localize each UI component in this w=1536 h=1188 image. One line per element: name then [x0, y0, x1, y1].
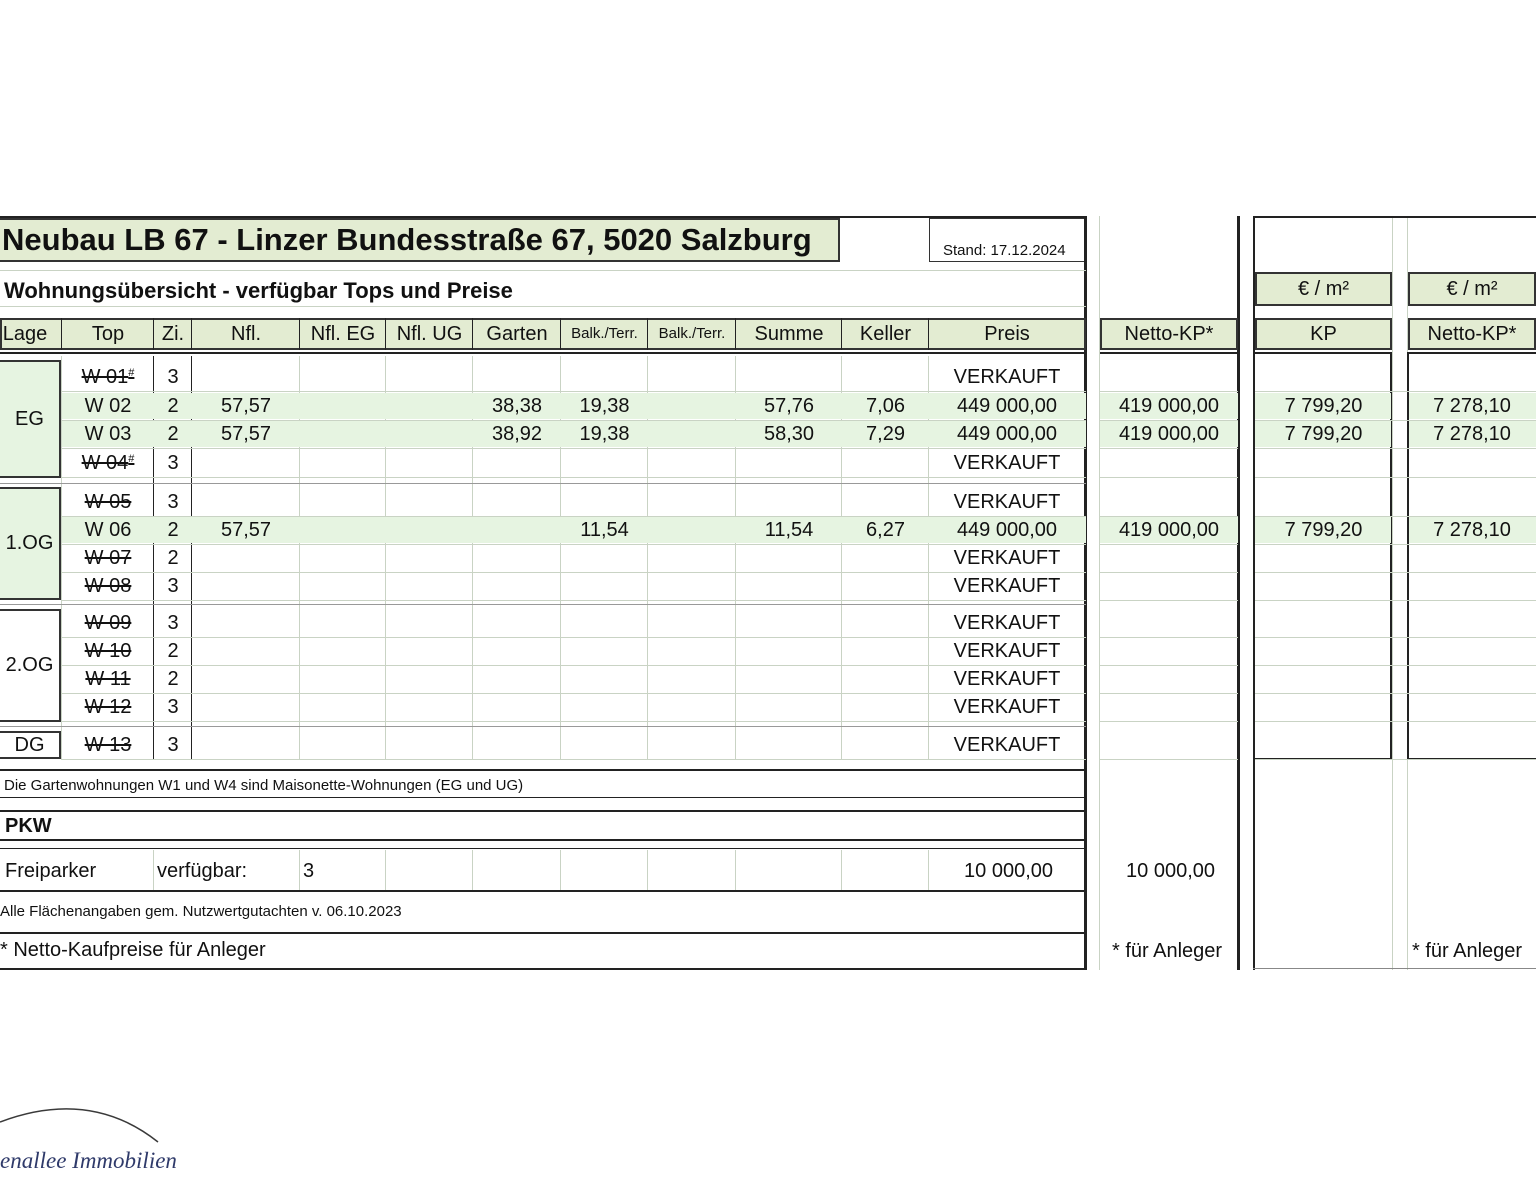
col-balk-1: Balk./Terr.: [571, 325, 638, 342]
row-separator: [1100, 759, 1238, 760]
lage-cell: [0, 609, 61, 722]
apartment-top: W 08: [84, 575, 132, 597]
col-balk-2: Balk./Terr.: [658, 325, 726, 342]
apartment-balkon: 19,38: [579, 423, 630, 445]
group-separator: [0, 604, 1086, 605]
hdiv: [191, 318, 192, 350]
footnote-mark: #: [128, 367, 135, 379]
apartment-nfl: 57,57: [220, 395, 272, 417]
lage-label: DG: [14, 733, 45, 756]
hdiv: [61, 318, 62, 350]
apartment-netto-per-m2: [1408, 364, 1536, 390]
apartment-keller: [842, 638, 929, 664]
col-top: Top: [91, 323, 125, 345]
apartment-preis: VERKAUFT: [953, 366, 1061, 388]
apartment-summe: [736, 732, 842, 758]
apartment-preis: VERKAUFT: [953, 668, 1061, 690]
apartment-netto-per-m2: [1408, 489, 1536, 515]
header-rule-netto2: [1408, 352, 1536, 354]
apartment-keller: [842, 364, 929, 390]
apartment-top: W 11: [85, 668, 131, 690]
row-separator: [1255, 448, 1536, 449]
col-zi: Zi.: [161, 323, 185, 345]
row-separator: [1255, 721, 1536, 722]
apartment-kp-per-m2: [1255, 573, 1392, 599]
apartment-netto-kp: [1100, 489, 1238, 515]
apartment-summe: 58,30: [763, 423, 815, 445]
apartment-netto-per-m2: [1408, 573, 1536, 599]
row-separator: [62, 448, 1086, 449]
lage-label: 1.OG: [5, 532, 54, 554]
grid-col: [385, 850, 386, 890]
apartment-keller: [842, 450, 929, 476]
garden-note: Die Gartenwohnungen W1 und W4 sind Maisonette-Wohnungen (EG und UG): [4, 777, 524, 794]
apartment-rooms: 3: [167, 366, 179, 388]
apartment-keller: 7,06: [866, 395, 905, 417]
border-bottom: [0, 968, 1086, 970]
apartment-netto-kp: [1100, 450, 1238, 476]
row-separator: [62, 477, 1086, 478]
apartment-garten: [473, 489, 561, 515]
apartment-rooms: 3: [167, 696, 179, 718]
apartment-garten: [473, 694, 561, 720]
apartment-top: W 12: [84, 696, 132, 718]
apartment-kp-per-m2: 7 799,20: [1284, 423, 1363, 445]
apartment-rooms: 2: [167, 640, 179, 662]
apartment-kp-per-m2: [1255, 732, 1392, 758]
apartment-netto-per-m2: [1408, 732, 1536, 758]
apartment-balkon: [561, 732, 648, 758]
row-separator: [1255, 391, 1536, 392]
apartment-keller: [842, 732, 929, 758]
apartment-top: W 07: [84, 547, 132, 569]
apartment-netto-kp: [1100, 610, 1238, 636]
apartment-preis: 449 000,00: [956, 423, 1058, 445]
hdiv: [385, 318, 386, 350]
row-separator: [62, 721, 1086, 722]
row-separator: [1100, 721, 1238, 722]
apartment-balkon: [561, 610, 648, 636]
apartment-summe: [736, 545, 842, 571]
row-separator: [62, 759, 1086, 760]
apartment-balkon: [561, 545, 648, 571]
col-garten: Garten: [486, 323, 548, 345]
hdiv: [560, 318, 561, 350]
apartment-preis: 449 000,00: [956, 395, 1058, 417]
apartment-netto-per-m2: 7 278,10: [1433, 423, 1511, 445]
flaechen-note: Alle Flächenangaben gem. Nutzwertgutachten v. 06.10.2023: [0, 903, 402, 920]
grid-sub-top: [0, 270, 1086, 271]
footnote-mark: #: [128, 453, 135, 465]
apartment-preis: VERKAUFT: [953, 491, 1061, 513]
apartment-keller: [842, 573, 929, 599]
header-rule-netto: [1100, 352, 1238, 354]
row-separator: [1100, 391, 1238, 392]
apartment-nfl: [192, 694, 300, 720]
apartment-balkon: [561, 450, 648, 476]
netto-kaufpreise-note: * Netto-Kaufpreise für Anleger: [0, 939, 266, 961]
apartment-rooms: 3: [167, 612, 179, 634]
header-rule: [0, 352, 1086, 354]
apartment-summe: [736, 666, 842, 692]
apartment-garten: [473, 364, 561, 390]
col-nfl-eg: Nfl. EG: [310, 323, 376, 345]
apartment-top: W 04#: [81, 452, 135, 474]
page-subtitle: Wohnungsübersicht - verfügbar Tops und Preise: [4, 278, 513, 303]
apartment-preis: VERKAUFT: [953, 640, 1061, 662]
apartment-kp-per-m2: 7 799,20: [1284, 395, 1363, 417]
grid-col: [153, 850, 154, 890]
border-top: [0, 216, 1086, 218]
hdiv: [735, 318, 736, 350]
apartment-netto-per-m2: [1408, 638, 1536, 664]
col-nfl: Nfl.: [231, 323, 261, 345]
apartment-garten: [473, 545, 561, 571]
row-separator: [1100, 477, 1238, 478]
apartment-kp-per-m2: [1255, 364, 1392, 390]
apartment-rooms: 2: [167, 423, 179, 445]
row-separator: [1100, 448, 1238, 449]
hdiv: [647, 318, 648, 350]
apartment-rooms: 3: [167, 734, 179, 756]
apartment-garten: 38,92: [491, 423, 543, 445]
grid-col: [560, 850, 561, 890]
apartment-netto-kp: [1100, 573, 1238, 599]
apartment-keller: [842, 666, 929, 692]
apartment-nfl: [192, 638, 300, 664]
apartment-netto-kp: [1100, 694, 1238, 720]
apartment-nfl: [192, 545, 300, 571]
apartment-summe: [736, 489, 842, 515]
anleger-note-netto: * für Anleger: [1112, 940, 1223, 962]
company-logo: enallee Immobilien: [0, 1148, 177, 1173]
apartment-garten: [473, 666, 561, 692]
apartment-kp-per-m2: [1255, 489, 1392, 515]
grid-sub-bottom: [0, 306, 1086, 307]
apartment-summe: [736, 694, 842, 720]
stand-date: Stand: 17.12.2024: [943, 242, 1066, 259]
row-separator: [1255, 477, 1536, 478]
logo-swoosh-icon: [0, 1100, 170, 1150]
apartment-keller: [842, 489, 929, 515]
apartment-rooms: 2: [167, 547, 179, 569]
hdiv: [153, 318, 154, 350]
apartment-kp-per-m2: [1255, 545, 1392, 571]
group-separator: [0, 726, 1086, 727]
apartment-keller: 7,29: [866, 423, 905, 445]
apartment-nfl: [192, 732, 300, 758]
border-bottom-right: [1253, 968, 1536, 969]
apartment-keller: [842, 610, 929, 636]
col-keller: Keller: [859, 323, 912, 345]
apartment-netto-kp: [1100, 732, 1238, 758]
col-netto-kp: Netto-KP*: [1124, 323, 1214, 345]
apartment-garten: 38,38: [491, 395, 543, 417]
pkw-rule-top: [0, 810, 1086, 812]
apartment-garten: [473, 573, 561, 599]
apartment-balkon: [561, 364, 648, 390]
lage-cell: [0, 487, 61, 600]
apartment-preis: VERKAUFT: [953, 612, 1061, 634]
col-kp: KP: [1310, 323, 1337, 345]
apartment-summe: 11,54: [764, 519, 814, 541]
apartment-top: W 02: [84, 395, 132, 417]
hdiv: [928, 318, 929, 350]
apartment-netto-per-m2: 7 278,10: [1433, 395, 1511, 417]
apartment-nfl: [192, 450, 300, 476]
apartment-kp-per-m2: [1255, 610, 1392, 636]
apartment-netto-kp: 419 000,00: [1118, 519, 1220, 541]
apartment-preis: VERKAUFT: [953, 547, 1061, 569]
apartment-top: W 10: [84, 640, 132, 662]
pkw-heading: PKW: [5, 815, 52, 837]
freiparker-available-label: verfügbar:: [157, 860, 248, 882]
freiparker-preis: 10 000,00: [964, 860, 1053, 882]
apartment-netto-kp: 419 000,00: [1118, 423, 1220, 445]
page-title: Neubau LB 67 - Linzer Bundesstraße 67, 5020 Salzburg: [2, 222, 812, 257]
grid-col: [299, 850, 300, 890]
apartment-top: W 09: [84, 612, 132, 634]
apartment-kp-per-m2: [1255, 450, 1392, 476]
apartment-preis: VERKAUFT: [953, 734, 1061, 756]
apartment-netto-kp: [1100, 666, 1238, 692]
freiparker-rule: [0, 848, 1086, 849]
apartment-netto-kp: [1100, 364, 1238, 390]
apartment-nfl: [192, 364, 300, 390]
apartment-summe: [736, 638, 842, 664]
apartment-rooms: 3: [167, 452, 179, 474]
lage-label: 2.OG: [5, 654, 54, 676]
flaechen-rule-top: [0, 890, 1086, 892]
eur-m2-header-netto: € / m²: [1408, 272, 1536, 306]
notes-rule-top: [0, 769, 1086, 771]
apartment-balkon: 19,38: [579, 395, 630, 417]
apartment-kp-per-m2: [1255, 666, 1392, 692]
apartment-preis: VERKAUFT: [953, 575, 1061, 597]
apartment-top: W 13: [84, 734, 132, 756]
header-rule-kp: [1255, 352, 1392, 354]
apartment-keller: [842, 545, 929, 571]
eur-m2-header-kp: € / m²: [1255, 272, 1392, 306]
grid-kp-right: [1392, 216, 1393, 970]
apartment-garten: [473, 732, 561, 758]
apartment-garten: [473, 610, 561, 636]
apartment-summe: [736, 364, 842, 390]
apartment-top: W 05: [84, 491, 132, 513]
apartment-top: W 03: [84, 423, 132, 445]
row-separator: [1100, 600, 1238, 601]
apartment-kp-per-m2: [1255, 638, 1392, 664]
apartment-garten: [473, 450, 561, 476]
apartment-rooms: 3: [167, 575, 179, 597]
col-lage: Lage: [2, 323, 48, 345]
apartment-nfl: 57,57: [220, 423, 272, 445]
apartment-rooms: 2: [167, 395, 179, 417]
apartment-top: W 06: [84, 519, 132, 541]
freiparker-label: Freiparker: [5, 860, 97, 882]
row-separator: [62, 391, 1086, 392]
apartment-netto-per-m2: 7 278,10: [1433, 519, 1511, 541]
apartment-balkon: [561, 666, 648, 692]
apartment-garten: [473, 638, 561, 664]
row-separator: [1255, 600, 1536, 601]
apartment-netto-per-m2: [1408, 450, 1536, 476]
apartment-preis: VERKAUFT: [953, 452, 1061, 474]
apartment-kp-per-m2: 7 799,20: [1284, 519, 1363, 541]
grid-col: [647, 850, 648, 890]
apartment-netto-kp: [1100, 545, 1238, 571]
apartment-summe: [736, 573, 842, 599]
apartment-preis: 449 000,00: [956, 519, 1058, 541]
col-summe: Summe: [754, 323, 824, 345]
apartment-nfl: [192, 573, 300, 599]
apartment-balkon: 11,54: [580, 519, 629, 541]
hdiv: [299, 318, 300, 350]
col-preis: Preis: [984, 323, 1030, 345]
grid-col: [735, 850, 736, 890]
apartment-netto-per-m2: [1408, 666, 1536, 692]
freiparker-count: 3: [303, 860, 315, 882]
apartment-netto-kp: 419 000,00: [1118, 395, 1220, 417]
hdiv: [841, 318, 842, 350]
apartment-keller: 6,27: [866, 519, 905, 541]
apartment-balkon: [561, 638, 648, 664]
apartment-netto-per-m2: [1408, 610, 1536, 636]
apartment-nfl: [192, 666, 300, 692]
lage-cell: [0, 731, 61, 759]
lage-label: EG: [15, 407, 44, 430]
apartment-balkon: [561, 489, 648, 515]
apartment-kp-per-m2: [1255, 694, 1392, 720]
anleger-note-m2: * für Anleger: [1412, 940, 1523, 962]
freiparker-netto: 10 000,00: [1126, 860, 1215, 882]
notes-rule: [0, 797, 1086, 798]
apartment-rooms: 3: [167, 491, 179, 513]
apartment-netto-per-m2: [1408, 545, 1536, 571]
apartment-balkon: [561, 573, 648, 599]
apartment-netto-per-m2: [1408, 694, 1536, 720]
grid-col: [472, 850, 473, 890]
apartment-nfl: 57,57: [220, 519, 272, 541]
apartment-summe: 57,76: [763, 395, 815, 417]
pkw-rule-bottom: [0, 839, 1086, 841]
col-nfl-ug: Nfl. UG: [396, 323, 463, 345]
group-separator: [0, 483, 1086, 484]
apartment-summe: [736, 450, 842, 476]
apartment-nfl: [192, 610, 300, 636]
apartment-garten: [473, 517, 561, 543]
apartment-preis: VERKAUFT: [953, 696, 1061, 718]
apartment-rooms: 2: [167, 668, 179, 690]
row-separator: [1255, 759, 1536, 760]
apartment-rooms: 2: [167, 519, 179, 541]
netto-note-rule: [0, 932, 1086, 934]
apartment-top: W 01#: [81, 366, 135, 388]
row-separator: [62, 600, 1086, 601]
apartment-balkon: [561, 694, 648, 720]
apartment-keller: [842, 694, 929, 720]
hdiv: [472, 318, 473, 350]
apartment-summe: [736, 610, 842, 636]
grid-col: [841, 850, 842, 890]
apartment-netto-kp: [1100, 638, 1238, 664]
col-netto-kp-2: Netto-KP*: [1427, 323, 1517, 345]
apartment-nfl: [192, 489, 300, 515]
lage-cell: [0, 360, 61, 478]
border-top-right: [1253, 216, 1536, 218]
